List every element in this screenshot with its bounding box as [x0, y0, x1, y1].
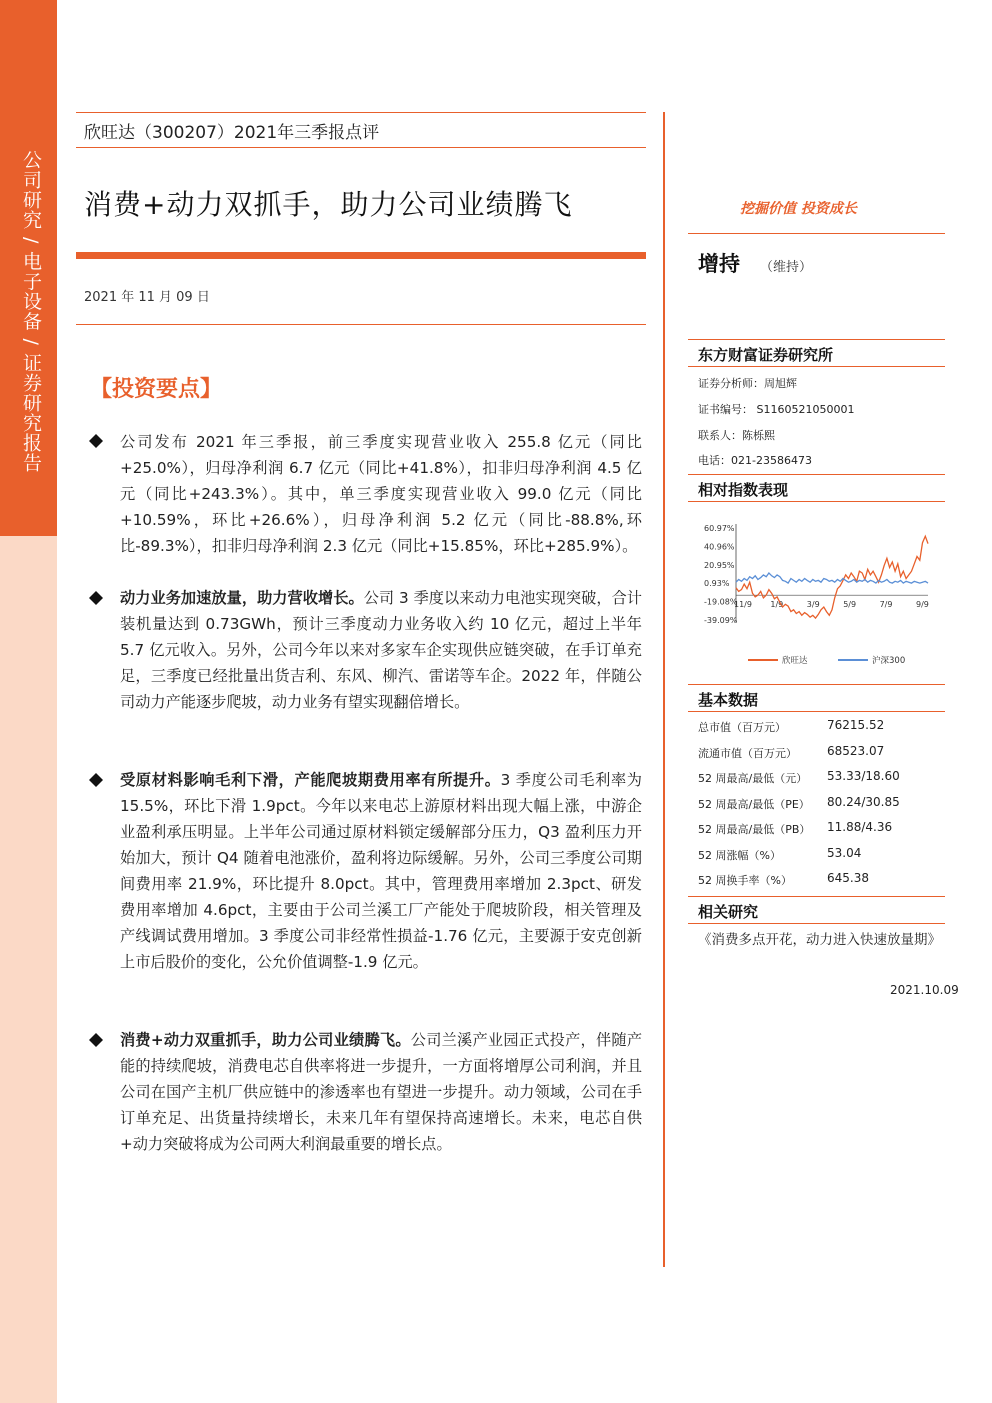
contact: 联系人：陈栎熙	[698, 429, 775, 442]
sidebar-category: 公司研究 / 电子设备 / 证券研究报告	[20, 150, 42, 473]
series-line	[736, 536, 928, 618]
x-tick-label: 7/9	[879, 600, 893, 610]
basic-data-label: 总市值（百万元）	[698, 721, 786, 734]
chart-rule-2	[688, 501, 945, 502]
point-3	[120, 767, 642, 975]
basic-data-value: 53.33/18.60	[827, 769, 900, 783]
point-2-text: 公司 3 季度以来动力电池实现突破，合计装机量达到 0.73GWh，预计三季度动力业务收入约 10 亿元，超过上半年 5.7 亿元收入。另外，公司今年以来对多家车企实现供应链突破，在手订单充足，三季度已经批量出货吉利、东风、柳汽、雷诺等车企。2022 年，伴随公司动力产能逐步爬坡，动力业务有望实现翻倍增长。	[120, 589, 642, 711]
basic-data-value: 11.88/4.36	[827, 820, 893, 834]
slogan: 挖掘价值 投资成长	[740, 201, 857, 217]
basic-data-title: 基本数据	[698, 691, 759, 709]
rating: 增持	[698, 252, 740, 276]
title-underline-bar	[76, 252, 646, 259]
y-tick-label: -19.08%	[704, 597, 738, 607]
diamond-bullet-icon	[89, 591, 103, 605]
related-title: 相关研究	[698, 903, 759, 921]
page-title: 消费+动力双抓手，助力公司业绩腾飞	[84, 188, 573, 221]
point-2-bold: 动力业务加速放量，助力营收增长。	[120, 589, 364, 607]
basic-data-value: 53.04	[827, 845, 862, 860]
cert-number: 证书编号： S1160521050001	[698, 403, 855, 416]
diamond-bullet-icon	[89, 434, 103, 448]
phone: 电话：021-23586473	[698, 454, 812, 467]
basic-rule-2	[688, 711, 945, 712]
date-rule	[76, 324, 646, 325]
related-report-date: 2021.10.09	[890, 983, 959, 997]
related-rule-2	[688, 923, 945, 924]
x-tick-label: 3/9	[806, 600, 820, 610]
chart-title: 相对指数表现	[698, 481, 789, 499]
basic-data-label: 流通市值（百万元）	[698, 746, 797, 760]
x-tick-label: 5/9	[843, 600, 857, 610]
legend-label: 沪深300	[872, 656, 906, 666]
point-3-text: 3 季度公司毛利率为 15.5%，环比下滑 1.9pct。今年以来电芯上游原材料出现大幅上涨，中游企业盈利承压明显。上半年公司通过原材料锁定缓解部分压力，Q3 盈利压力开始加大，预计 Q4 随着电池涨价，盈利将边际缓解。另外，公司三季度公司期间费用率 21.9%，环比提升 8.0pct。其中，管理费用率增加 2.3pct、研发费用率增加 4.6pct，主要由于公司兰溪工厂产能处于爬坡阶段，相关管理及产线调试费用增加。3 季度公司非经常性损益-1.76 亿元，主要源于安克创新上市后股价的变化，公允价值调整-1.9 亿元。	[120, 771, 642, 971]
diamond-bullet-icon	[89, 1033, 103, 1047]
column-divider	[663, 112, 665, 1267]
section-title: 【投资要点】	[90, 377, 223, 402]
institute-rule-2	[688, 366, 945, 367]
chart-rule	[688, 474, 945, 475]
point-1	[120, 429, 642, 559]
header-rule-2	[76, 147, 646, 148]
point-1-text: 公司发布 2021 年三季报，前三季度实现营业收入 255.8 亿元（同比+25.0%），归母净利润 6.7 亿元（同比+41.8%），扣非归母净利润 4.5 亿元（同比+243.3%）。其中，单三季度实现营业收入 99.0 亿元（同比+10.59%，环比+26.6%），归母净利润 5.2 亿元（同比-88.8%,环比-89.3%），扣非归母净利润 2.3 亿元（同比+15.85%，环比+285.9%）。	[120, 433, 642, 555]
institute-rule	[688, 339, 945, 340]
sidebar-bottom-band	[0, 536, 57, 1403]
x-tick-label: 11/9	[734, 600, 752, 610]
related-rule	[688, 896, 945, 897]
legend-label: 欣旺达	[782, 656, 808, 666]
basic-data-label: 52 周换手率（%）	[698, 874, 792, 887]
basic-data-label: 52 周涨幅（%）	[698, 848, 781, 862]
basic-data-value: 76215.52	[827, 718, 885, 732]
basic-data-value: 80.24/30.85	[827, 794, 900, 809]
y-tick-label: 0.93%	[704, 579, 730, 589]
y-tick-label: 20.95%	[704, 560, 735, 570]
basic-rule	[688, 684, 945, 685]
related-report-link[interactable]: 《消费多点开花，动力进入快速放量期》	[698, 932, 941, 948]
point-2	[120, 585, 642, 715]
diamond-bullet-icon	[89, 773, 103, 787]
basic-data-label: 52 周最高/最低（PB）	[698, 823, 811, 836]
basic-data-value: 645.38	[827, 871, 869, 885]
series-line	[736, 573, 928, 583]
basic-data-label: 52 周最高/最低（PE）	[698, 797, 810, 811]
basic-data-value: 68523.07	[827, 743, 885, 758]
institute-name: 东方财富证券研究所	[698, 346, 834, 364]
report-date: 2021 年 11 月 09 日	[84, 290, 210, 305]
relative-index-chart	[688, 508, 945, 678]
y-tick-label: 60.97%	[704, 524, 735, 533]
header-top-rule	[76, 112, 646, 113]
x-tick-label: 1/9	[770, 600, 784, 610]
basic-data-label: 52 周最高/最低（元）	[698, 772, 808, 785]
point-4-text: 公司兰溪产业园正式投产，伴随产能的持续爬坡，消费电芯自供率将进一步提升，一方面将增厚公司利润，并且公司在国产主机厂供应链中的渗透率也有望进一步提升。动力领域，公司在手订单充足、出货量持续增长，未来几年有望保持高速增长。未来，电芯自供+动力突破将成为公司两大利润最重要的增长点。	[120, 1031, 643, 1153]
y-tick-label: 40.96%	[704, 542, 735, 552]
rating-rule	[688, 233, 945, 234]
point-4-bold: 消费+动力双重抓手，助力公司业绩腾飞。	[120, 1031, 411, 1049]
y-tick-label: -39.09%	[704, 616, 738, 625]
point-4	[120, 1027, 642, 1157]
x-tick-label: 9/9	[916, 600, 929, 610]
analyst: 证券分析师：周旭辉	[698, 377, 797, 390]
report-type: 欣旺达（300207）2021年三季报点评	[84, 123, 380, 143]
point-3-bold: 受原材料影响毛利下滑，产能爬坡期费用率有所提升。	[120, 771, 501, 789]
rating-note: （维持）	[760, 260, 813, 275]
